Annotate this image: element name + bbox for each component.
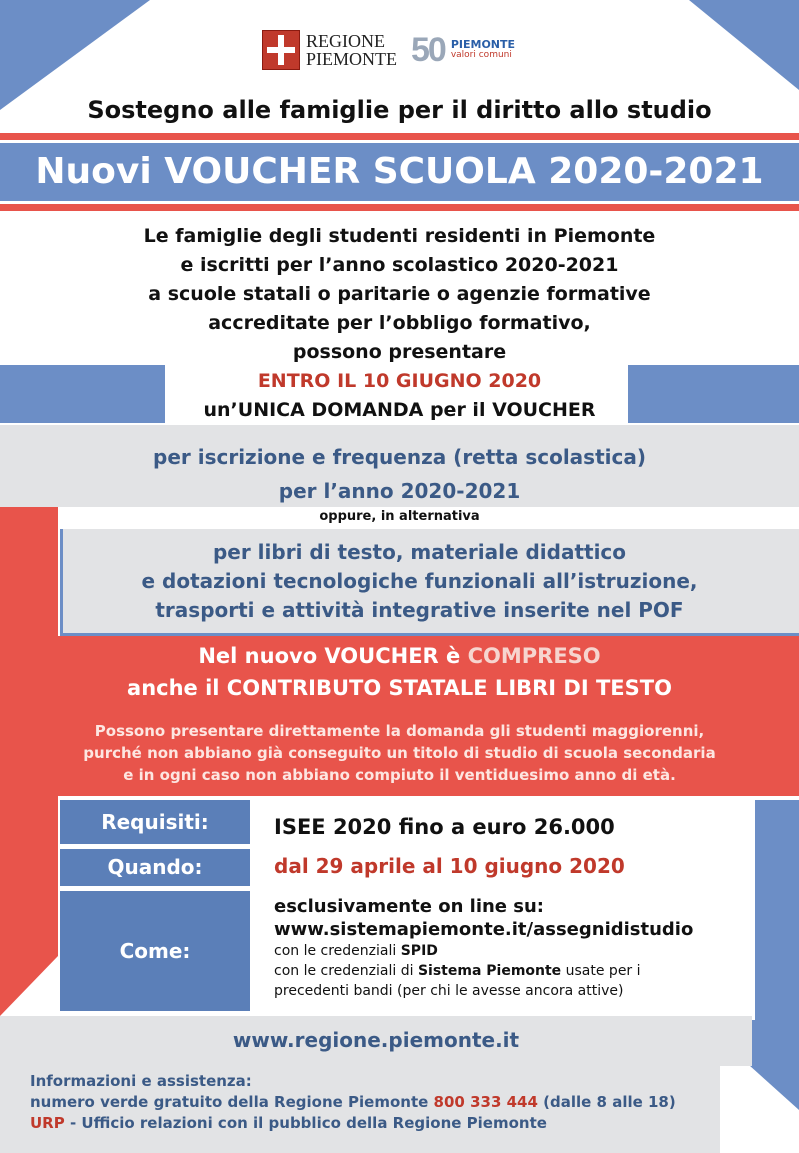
subtitle: Sostegno alle famiglie per il diritto allo studio: [87, 96, 712, 124]
right-blue-bar: [755, 800, 799, 1020]
phone-number[interactable]: 800 333 444: [433, 1093, 538, 1111]
intro-text: [0, 222, 799, 425]
deadline-text: ENTRO IL 10 GIUGNO 2020: [257, 370, 542, 392]
logo-line-2: PIEMONTE: [306, 49, 397, 69]
logo-area: [262, 30, 515, 70]
adults-line-3: e in ogni caso non abbiano compiuto il ventiduesimo anno di età.: [123, 766, 676, 784]
regione-shield-icon: [262, 30, 300, 70]
intro-line-2: e iscritti per l’anno scolastico 2020-2021: [180, 254, 619, 276]
intro-line-1: Le famiglie degli studenti residenti in Piemonte: [143, 225, 656, 247]
when-value: dal 29 aprile al 10 giugno 2020: [274, 854, 625, 878]
regione-logo-text: [306, 32, 397, 68]
page-title: Nuovi VOUCHER SCUOLA 2020-2021: [35, 151, 764, 192]
anniv-line-1: PIEMONTE: [450, 38, 516, 51]
single-request-text: un’UNICA DOMANDA per il VOUCHER: [203, 399, 596, 421]
how-url[interactable]: www.sistemapiemonte.it/assegnidistudio: [274, 919, 694, 940]
included-text: [0, 640, 799, 704]
requirements-value: ISEE 2020 fino a euro 26.000: [274, 815, 615, 839]
footer-info-title: Informazioni e assistenza:: [30, 1072, 252, 1090]
left-red-lower: [0, 796, 58, 956]
intro-line-3: a scuole statali o paritarie o agenzie formative: [148, 283, 651, 305]
how-line-3: con le credenziali SPID: [274, 943, 438, 959]
top-left-triangle: [0, 0, 150, 110]
anniversary-logo-text: [451, 39, 515, 61]
footer-line-2: numero verde gratuito della Regione Piemonte 800 333 444 (dalle 8 alle 18): [30, 1093, 676, 1111]
how-line-5: precedenti bandi (per chi le avesse ancora attive): [274, 983, 624, 999]
anniversary-number: 50: [411, 30, 445, 69]
footer-line-3: URP - Ufficio relazioni con il pubblico della Regione Piemonte: [30, 1114, 547, 1132]
logo-line-1: REGIONE: [306, 31, 385, 51]
alternative-text: oppure, in alternativa: [319, 509, 480, 524]
included-line-2: anche il CONTRIBUTO STATALE LIBRI DI TESTO: [127, 676, 672, 700]
included-line-1: Nel nuovo VOUCHER è COMPRESO: [198, 644, 601, 668]
how-line-4: con le credenziali di Sistema Piemonte usate per i: [274, 963, 641, 979]
left-red-corner: [0, 956, 58, 1016]
requirements-label: Requisiti:: [101, 810, 209, 834]
intro-line-5: possono presentare: [292, 341, 507, 363]
footer-text: [30, 1071, 676, 1134]
option-2-line-1: per libri di testo, materiale didattico: [212, 540, 627, 564]
how-line-1: esclusivamente on line su:: [274, 896, 544, 917]
title-bottom-stripe: [0, 204, 799, 211]
option-1-line-1: per iscrizione e frequenza (retta scolastica): [153, 445, 646, 469]
title-top-stripe: [0, 133, 799, 140]
intro-line-4: accreditate per l’obbligo formativo,: [208, 312, 591, 334]
option-1-text: [0, 440, 799, 508]
option-2-line-3: trasporti e attività integrative inserite nel POF: [155, 598, 684, 622]
how-label: Come:: [119, 939, 191, 963]
adults-text: [0, 720, 799, 786]
top-right-triangle: [689, 0, 799, 90]
anniv-line-2: valori comuni: [450, 50, 512, 60]
website-link[interactable]: www.regione.piemonte.it: [232, 1028, 520, 1052]
how-text: [274, 895, 744, 1001]
when-label: Quando:: [107, 855, 203, 879]
option-1-line-2: per l’anno 2020-2021: [278, 479, 521, 503]
option-2-line-2: e dotazioni tecnologiche funzionali all’istruzione,: [141, 569, 698, 593]
adults-line-1: Possono presentare direttamente la domanda gli studenti maggiorenni,: [94, 722, 705, 740]
option-2-text: [40, 538, 799, 625]
adults-line-2: purché non abbiano già conseguito un titolo di studio di scuola secondaria: [83, 744, 716, 762]
